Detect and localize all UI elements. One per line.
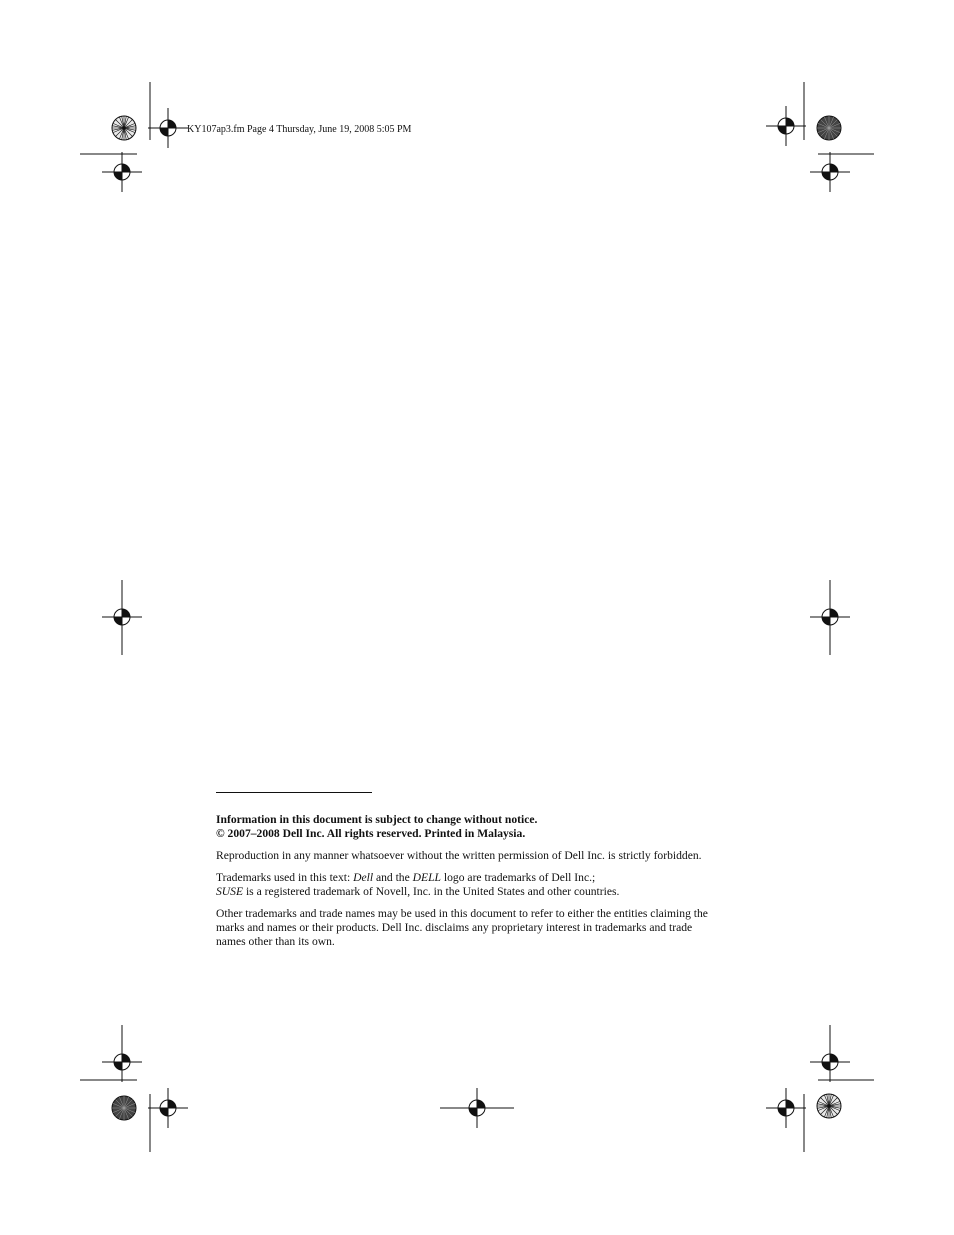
trademarks-and-the: and the [373, 871, 413, 884]
color-target-bottom-left [112, 1096, 136, 1120]
file-slug-header: KY107ap3.fm Page 4 Thursday, June 19, 2008 5:05 PM [187, 124, 412, 135]
footnote-rule [216, 792, 372, 793]
color-target-bottom-right [817, 1094, 841, 1118]
reproduction-paragraph: Reproduction in any manner whatsoever without the written permission of Dell Inc. is strictly forbidden. [216, 849, 702, 862]
registration-mark-right-upper [810, 152, 850, 192]
change-notice: Information in this document is subject to change without notice. [216, 813, 538, 826]
trademarks-logo-text: logo are trademarks of Dell Inc.; [441, 871, 596, 884]
registration-mark-left-middle [102, 597, 142, 637]
trademark-suse: SUSE [216, 885, 244, 898]
registration-mark-right-middle [810, 597, 850, 637]
color-target-top-left [112, 116, 136, 140]
trademark-dell: Dell [353, 871, 374, 884]
trademark-dell-logo: DELL [412, 871, 442, 884]
registration-mark-bottom-right [766, 1088, 806, 1128]
registration-mark-bottom-left [148, 1088, 188, 1128]
registration-mark-left-lower [102, 1042, 142, 1082]
registration-mark-right-lower [810, 1042, 850, 1082]
trademarks-paragraph [216, 871, 718, 899]
copyright-line: © 2007–2008 Dell Inc. All rights reserved. Printed in Malaysia. [216, 827, 526, 840]
registration-mark-top-right [766, 106, 806, 146]
registration-mark-left-upper [102, 152, 142, 192]
trademarks-suse-text: is a registered trademark of Novell, Inc. in the United States and other countries. [243, 885, 620, 898]
notice-paragraph [216, 813, 718, 841]
registration-mark-top-left [148, 108, 188, 148]
legal-notice-block [216, 792, 718, 957]
trademarks-intro: Trademarks used in this text: [216, 871, 354, 884]
other-trademarks-paragraph: Other trademarks and trade names may be used in this document to refer to either the entities claiming the marks and names or their products. Dell Inc. disclaims any proprietary interest in trademarks and trade names other than its own. [216, 907, 708, 948]
color-target-top-right [817, 116, 841, 140]
